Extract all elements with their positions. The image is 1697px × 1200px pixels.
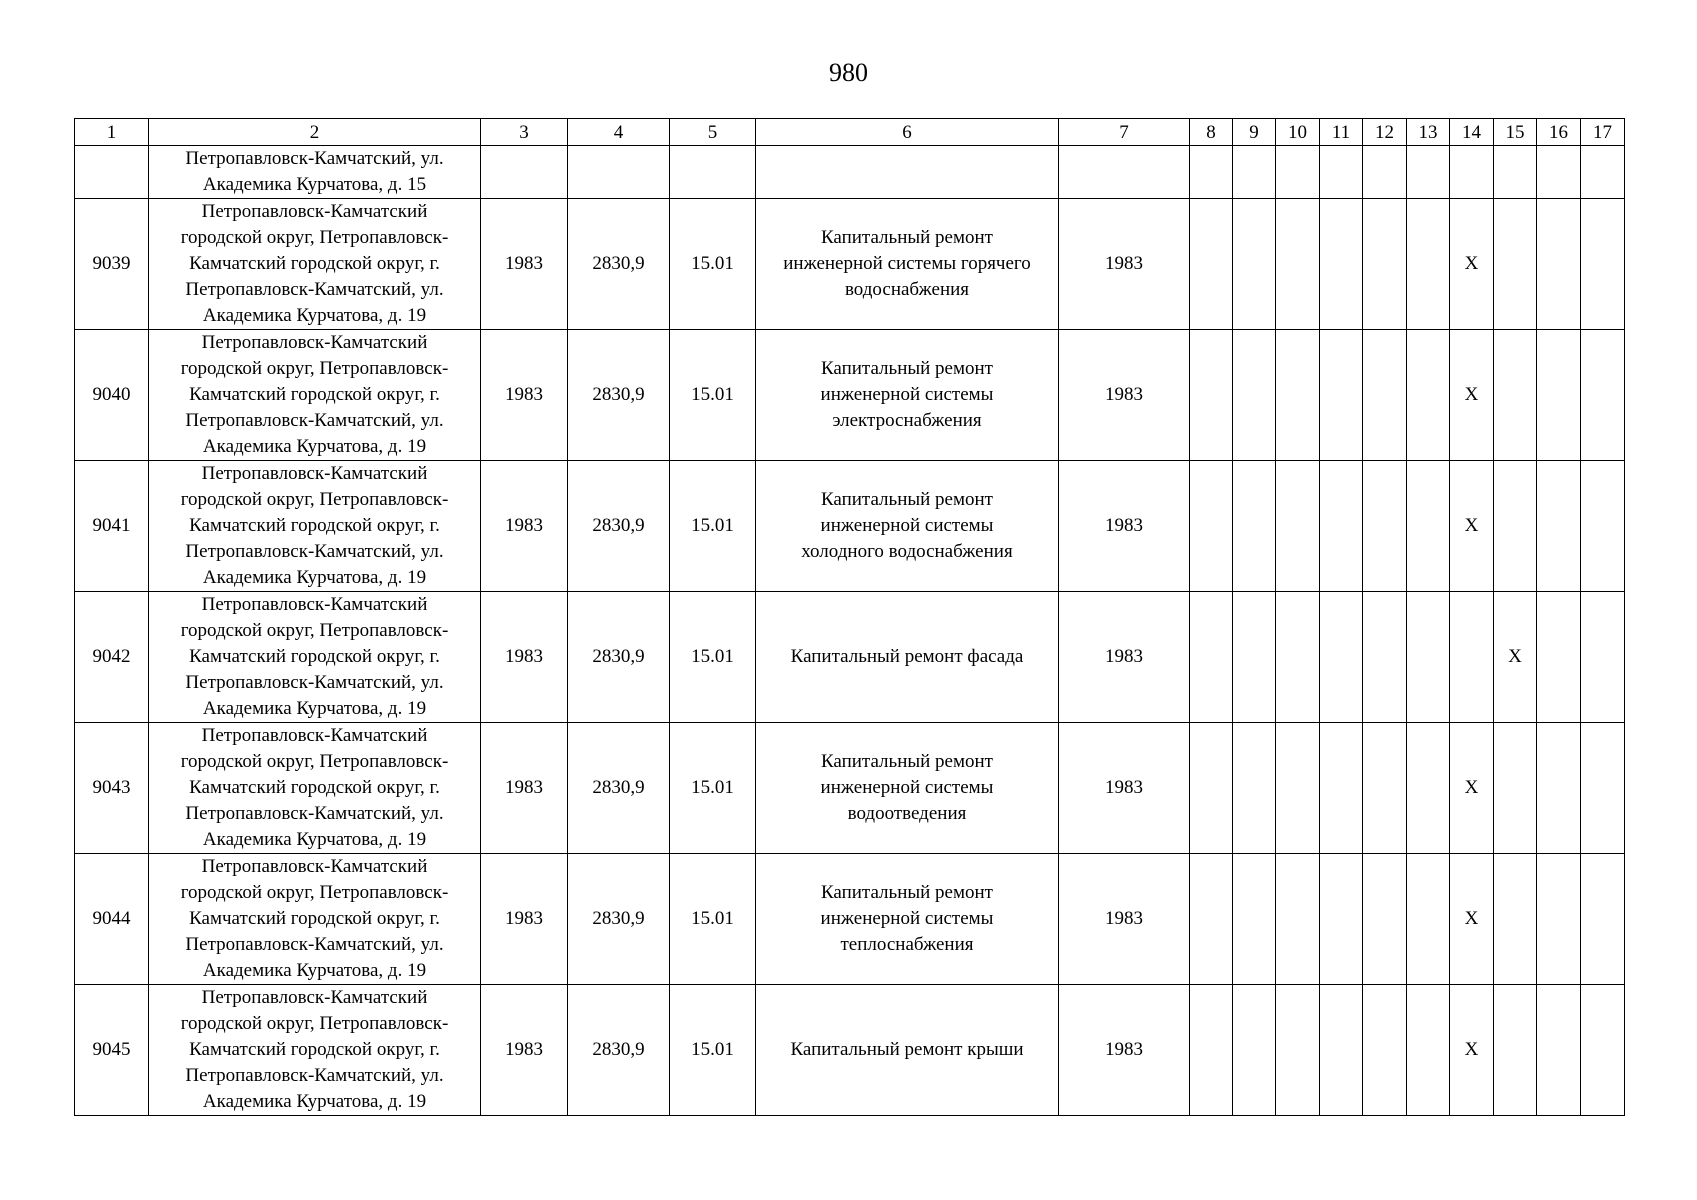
work-type-cell [756,592,1059,723]
row-number-cell: 9040 [75,330,149,461]
build-year-cell: 1983 [481,330,568,461]
build-year-cell: 1983 [481,985,568,1116]
work-line: Капитальный ремонт фасада [790,646,1024,667]
work-type-cell [756,461,1059,592]
address-line: Камчатский городской округ, г. [189,908,440,929]
row-number-cell: 9039 [75,199,149,330]
mark-cell [1407,199,1450,330]
address-line: Академика Курчатова, д. 19 [202,698,427,719]
continued-row [75,146,1625,199]
work-line: инженерной системы горячего [783,253,1031,274]
cell [670,146,756,199]
work-type-cell [756,723,1059,854]
mark-cell [1494,461,1537,592]
mark-cell [1190,854,1233,985]
mark-cell [1537,199,1581,330]
column-header: 3 [481,119,568,146]
mark-cell [1494,330,1537,461]
work-line: электроснабжения [832,410,982,431]
year-cell: 1983 [1059,592,1190,723]
table-row [75,854,1625,985]
mark-cell [1190,199,1233,330]
area-cell: 2830,9 [568,854,670,985]
mark-cell [1494,723,1537,854]
column-header: 8 [1190,119,1233,146]
mark-cell: X [1450,985,1494,1116]
mark-cell [1320,330,1363,461]
address-cell [149,985,481,1116]
work-line: инженерной системы [820,908,994,929]
mark-cell [1407,985,1450,1116]
mark-cell [1233,723,1276,854]
work-type-cell [756,199,1059,330]
table-row [75,330,1625,461]
area-cell: 2830,9 [568,461,670,592]
mark-cell [1363,723,1407,854]
mark-cell [1494,199,1537,330]
address-line: Петропавловск-Камчатский, ул. [185,1065,444,1086]
work-type-cell [756,854,1059,985]
address-line: Академика Курчатова, д. 15 [202,174,427,195]
work-line: водоотведения [847,803,967,824]
code-cell: 15.01 [670,330,756,461]
mark-cell [1190,330,1233,461]
mark-cell [1320,985,1363,1116]
work-line: Капитальный ремонт крыши [790,1039,1024,1060]
cell [568,146,670,199]
address-cell [149,723,481,854]
mark-cell [1233,461,1276,592]
mark-cell [1363,854,1407,985]
year-cell: 1983 [1059,199,1190,330]
row-number-cell: 9041 [75,461,149,592]
column-header: 17 [1581,119,1625,146]
build-year-cell: 1983 [481,723,568,854]
work-line: инженерной системы [820,515,994,536]
row-number-cell: 9045 [75,985,149,1116]
area-cell: 2830,9 [568,592,670,723]
address-line: Камчатский городской округ, г. [189,253,440,274]
address-line: городской округ, Петропавловск- [180,489,449,510]
address-line: Петропавловск-Камчатский, ул. [185,541,444,562]
row-number-cell [75,146,149,199]
mark-cell [1190,723,1233,854]
mark-cell [1276,199,1320,330]
mark-cell [1276,592,1320,723]
mark-cell [1407,592,1450,723]
mark-cell [1537,592,1581,723]
work-line: Капитальный ремонт [820,489,993,510]
address-line: городской округ, Петропавловск- [180,882,449,903]
year-cell: 1983 [1059,330,1190,461]
column-header: 14 [1450,119,1494,146]
table-row [75,592,1625,723]
work-type-cell [756,985,1059,1116]
address-line: Академика Курчатова, д. 19 [202,567,427,588]
mark-cell [1494,854,1537,985]
row-number-cell: 9043 [75,723,149,854]
address-line: Камчатский городской округ, г. [189,1039,440,1060]
cell [1494,146,1537,199]
address-line: Петропавловск-Камчатский [201,856,428,877]
table-row [75,985,1625,1116]
work-line: Капитальный ремонт [820,882,993,903]
cell [1537,146,1581,199]
mark-cell [1363,461,1407,592]
column-header: 10 [1276,119,1320,146]
column-header: 9 [1233,119,1276,146]
address-line: Петропавловск-Камчатский, ул. [185,672,444,693]
column-header: 11 [1320,119,1363,146]
address-line: Академика Курчатова, д. 19 [202,1091,427,1112]
table-row [75,199,1625,330]
mark-cell [1233,854,1276,985]
mark-cell [1581,592,1625,723]
code-cell: 15.01 [670,461,756,592]
cell [1407,146,1450,199]
mark-cell [1581,723,1625,854]
address-line: Академика Курчатова, д. 19 [202,436,427,457]
cell [1320,146,1363,199]
mark-cell [1363,985,1407,1116]
mark-cell [1276,330,1320,461]
mark-cell: X [1450,723,1494,854]
mark-cell [1363,199,1407,330]
cell [1059,146,1190,199]
mark-cell [1407,854,1450,985]
mark-cell [1363,330,1407,461]
address-cell [149,592,481,723]
row-number-cell: 9042 [75,592,149,723]
column-header: 2 [149,119,481,146]
mark-cell [1233,199,1276,330]
mark-cell [1320,461,1363,592]
mark-cell [1581,985,1625,1116]
mark-cell [1581,854,1625,985]
row-number-cell: 9044 [75,854,149,985]
address-line: городской округ, Петропавловск- [180,227,449,248]
address-line: Петропавловск-Камчатский [201,725,428,746]
mark-cell [1233,330,1276,461]
cell [1581,146,1625,199]
cell [481,146,568,199]
address-line: Петропавловск-Камчатский, ул. [185,279,444,300]
column-header: 16 [1537,119,1581,146]
mark-cell: X [1494,592,1537,723]
address-line: Петропавловск-Камчатский [201,594,428,615]
area-cell: 2830,9 [568,330,670,461]
column-header: 13 [1407,119,1450,146]
mark-cell [1407,723,1450,854]
column-header: 7 [1059,119,1190,146]
address-line: Петропавловск-Камчатский, ул. [185,803,444,824]
mark-cell [1581,461,1625,592]
work-line: водоснабжения [844,279,970,300]
year-cell: 1983 [1059,985,1190,1116]
mark-cell [1190,461,1233,592]
mark-cell [1320,723,1363,854]
area-cell: 2830,9 [568,985,670,1116]
address-line: Академика Курчатова, д. 19 [202,829,427,850]
repair-register-table [74,118,1625,1116]
address-line: Академика Курчатова, д. 19 [202,960,427,981]
year-cell: 1983 [1059,723,1190,854]
column-header: 1 [75,119,149,146]
mark-cell [1276,854,1320,985]
address-line: Камчатский городской округ, г. [189,777,440,798]
mark-cell [1233,985,1276,1116]
cell [1276,146,1320,199]
mark-cell [1233,592,1276,723]
address-line: Петропавловск-Камчатский [201,463,428,484]
table-row [75,461,1625,592]
code-cell: 15.01 [670,985,756,1116]
mark-cell: X [1450,461,1494,592]
mark-cell [1494,985,1537,1116]
code-cell: 15.01 [670,723,756,854]
cell [1190,146,1233,199]
mark-cell [1320,199,1363,330]
mark-cell [1537,461,1581,592]
address-cell [149,146,481,199]
area-cell: 2830,9 [568,199,670,330]
address-line: Академика Курчатова, д. 19 [202,305,427,326]
mark-cell [1581,199,1625,330]
column-header: 15 [1494,119,1537,146]
address-line: городской округ, Петропавловск- [180,358,449,379]
mark-cell [1190,592,1233,723]
address-line: Петропавловск-Камчатский, ул. [185,148,444,169]
mark-cell [1537,854,1581,985]
mark-cell [1320,854,1363,985]
address-cell [149,330,481,461]
mark-cell [1320,592,1363,723]
mark-cell [1450,592,1494,723]
mark-cell [1537,723,1581,854]
cell [1363,146,1407,199]
mark-cell [1407,461,1450,592]
work-line: Капитальный ремонт [820,227,993,248]
address-line: Петропавловск-Камчатский, ул. [185,410,444,431]
work-line: инженерной системы [820,777,994,798]
build-year-cell: 1983 [481,854,568,985]
address-line: городской округ, Петропавловск- [180,1013,449,1034]
year-cell: 1983 [1059,854,1190,985]
address-line: Петропавловск-Камчатский [201,201,428,222]
column-number-row [75,119,1625,146]
work-type-cell [756,330,1059,461]
column-header: 4 [568,119,670,146]
mark-cell [1190,985,1233,1116]
address-cell [149,461,481,592]
work-line: инженерной системы [820,384,994,405]
cell [756,146,1059,199]
column-header: 6 [756,119,1059,146]
address-line: Камчатский городской округ, г. [189,646,440,667]
address-cell [149,199,481,330]
mark-cell [1276,461,1320,592]
address-line: городской округ, Петропавловск- [180,620,449,641]
mark-cell: X [1450,330,1494,461]
code-cell: 15.01 [670,592,756,723]
address-line: Петропавловск-Камчатский, ул. [185,934,444,955]
mark-cell: X [1450,199,1494,330]
mark-cell [1537,330,1581,461]
work-line: Капитальный ремонт [820,751,993,772]
build-year-cell: 1983 [481,592,568,723]
build-year-cell: 1983 [481,461,568,592]
column-header: 12 [1363,119,1407,146]
cell [1450,146,1494,199]
page-number: 980 [829,58,868,87]
mark-cell: X [1450,854,1494,985]
mark-cell [1407,330,1450,461]
address-line: Камчатский городской округ, г. [189,515,440,536]
code-cell: 15.01 [670,199,756,330]
area-cell: 2830,9 [568,723,670,854]
mark-cell [1581,330,1625,461]
address-line: Петропавловск-Камчатский [201,332,428,353]
year-cell: 1983 [1059,461,1190,592]
work-line: теплоснабжения [840,934,974,955]
code-cell: 15.01 [670,854,756,985]
mark-cell [1276,723,1320,854]
address-line: городской округ, Петропавловск- [180,751,449,772]
column-header: 5 [670,119,756,146]
work-line: холодного водоснабжения [801,541,1013,562]
cell [1233,146,1276,199]
work-line: Капитальный ремонт [820,358,993,379]
address-line: Петропавловск-Камчатский [201,987,428,1008]
mark-cell [1363,592,1407,723]
table-row [75,723,1625,854]
address-cell [149,854,481,985]
build-year-cell: 1983 [481,199,568,330]
mark-cell [1276,985,1320,1116]
address-line: Камчатский городской округ, г. [189,384,440,405]
mark-cell [1537,985,1581,1116]
